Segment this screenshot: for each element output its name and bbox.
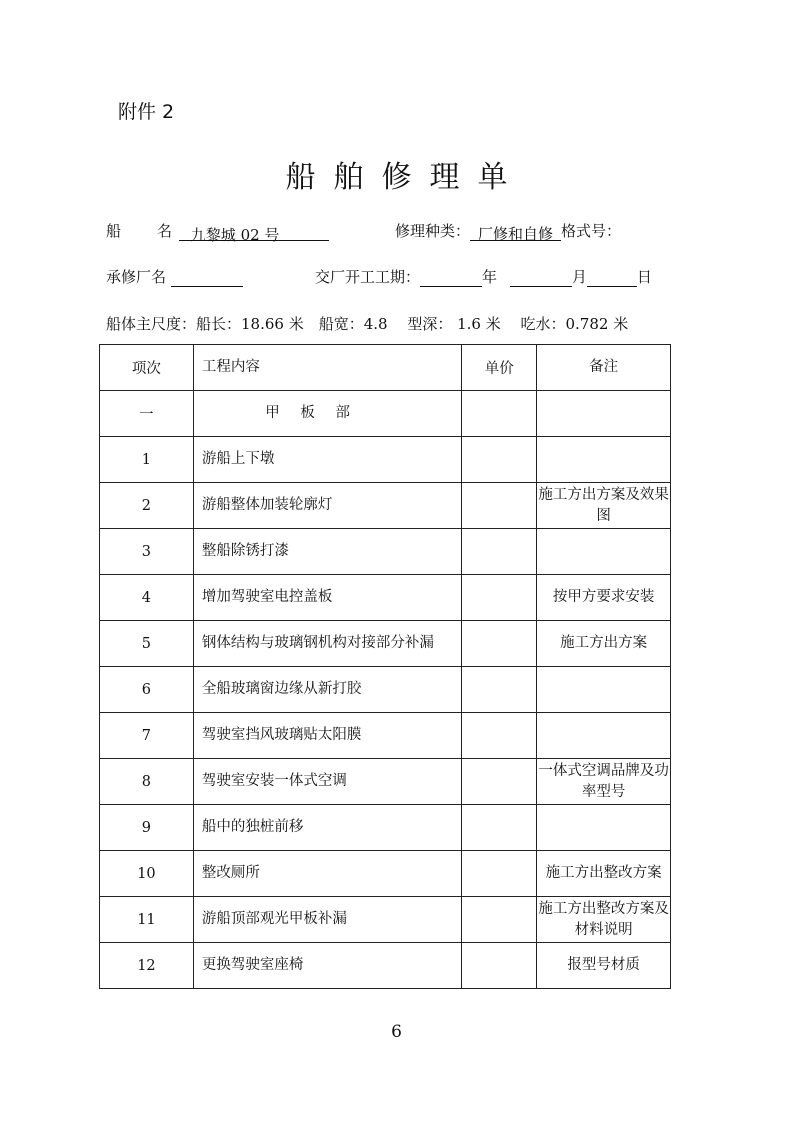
row-note: 按甲方要求安装 (537, 575, 671, 621)
row-content: 船中的独桩前移 (193, 805, 462, 851)
ship-name-value: 九黎城 02 号 (179, 224, 329, 241)
row-no: 4 (100, 575, 194, 621)
year-field (420, 269, 482, 287)
contractor-row (106, 266, 243, 287)
table-row (100, 529, 671, 575)
row-no: 2 (100, 483, 194, 529)
row-content: 游船上下墩 (193, 437, 462, 483)
row-content: 增加驾驶室电控盖板 (193, 575, 462, 621)
header-price: 单价 (462, 345, 537, 391)
row-note: 报型号材质 (537, 943, 671, 989)
row-price (462, 805, 537, 851)
repair-type-value: 厂修和自修 (470, 223, 561, 241)
header-note: 备注 (537, 345, 671, 391)
row-no: 5 (100, 621, 194, 667)
table-row (100, 621, 671, 667)
attachment-label: 附件 2 (118, 101, 175, 123)
row-price (462, 529, 537, 575)
row-note: 一体式空调品牌及功率型号 (537, 759, 671, 805)
row-no: 7 (100, 713, 194, 759)
day-label: 日 (636, 268, 652, 286)
table-row (100, 897, 671, 943)
page-title: 船舶修理单 (285, 160, 526, 195)
section-price (462, 391, 537, 437)
page-number: 6 (391, 1022, 402, 1042)
row-price (462, 621, 537, 667)
row-content: 全船玻璃窗边缘从新打胶 (193, 667, 462, 713)
table-row (100, 943, 671, 989)
row-price (462, 759, 537, 805)
row-content: 游船整体加装轮廓灯 (193, 483, 462, 529)
row-content: 整改厕所 (193, 851, 462, 897)
row-note (537, 529, 671, 575)
row-note (537, 667, 671, 713)
row-note (537, 713, 671, 759)
row-no: 9 (100, 805, 194, 851)
header-content: 工程内容 (193, 345, 462, 391)
contractor-field (171, 269, 243, 287)
table-row (100, 483, 671, 529)
contractor-label: 承修厂名 (106, 268, 167, 286)
handover-row (315, 266, 652, 287)
table-row (100, 667, 671, 713)
row-note: 施工方出整改方案及材料说明 (537, 897, 671, 943)
year-label: 年 (482, 268, 498, 286)
ship-name-row (106, 220, 329, 244)
row-no: 12 (100, 943, 194, 989)
table-row (100, 437, 671, 483)
row-price (462, 851, 537, 897)
repair-type-row (395, 220, 621, 241)
row-no: 8 (100, 759, 194, 805)
table-row (100, 805, 671, 851)
row-price (462, 943, 537, 989)
handover-label: 交厂开工工期： (315, 268, 421, 286)
section-name: 甲 板 部 (265, 405, 358, 421)
repair-table (99, 344, 671, 989)
format-no-label: 格式号： (561, 222, 622, 240)
row-no: 6 (100, 667, 194, 713)
row-no: 11 (100, 897, 194, 943)
row-price (462, 483, 537, 529)
row-note (537, 805, 671, 851)
section-name-cell (193, 391, 462, 437)
row-note: 施工方出整改方案 (537, 851, 671, 897)
section-no: 一 (100, 391, 194, 437)
row-content: 驾驶室挡风玻璃贴太阳膜 (193, 713, 462, 759)
table-row (100, 575, 671, 621)
table-row (100, 851, 671, 897)
row-content: 更换驾驶室座椅 (193, 943, 462, 989)
day-field (587, 269, 637, 287)
month-field (510, 269, 572, 287)
table-row (100, 759, 671, 805)
row-content: 驾驶室安装一体式空调 (193, 759, 462, 805)
header-no: 项次 (100, 345, 194, 391)
row-no: 1 (100, 437, 194, 483)
section-row (100, 391, 671, 437)
row-price (462, 575, 537, 621)
row-price (462, 713, 537, 759)
row-note (537, 437, 671, 483)
table-header-row (100, 345, 671, 391)
row-content: 整船除锈打漆 (193, 529, 462, 575)
row-no: 10 (100, 851, 194, 897)
row-note: 施工方出方案及效果图 (537, 483, 671, 529)
row-no: 3 (100, 529, 194, 575)
ship-name-label: 船 名 (106, 222, 175, 240)
dimensions-row: 船体主尺度：船长：18.66 米 船宽：4.8 型深： 1.6 米 吃水：0.782 米 (106, 315, 629, 333)
table-row (100, 713, 671, 759)
section-note (537, 391, 671, 437)
row-price (462, 667, 537, 713)
row-price (462, 437, 537, 483)
row-price (462, 897, 537, 943)
row-content: 游船顶部观光甲板补漏 (193, 897, 462, 943)
row-content: 钢体结构与玻璃钢机构对接部分补漏 (193, 621, 462, 667)
month-label: 月 (571, 268, 587, 286)
repair-type-label: 修理种类： (395, 222, 471, 240)
row-note: 施工方出方案 (537, 621, 671, 667)
